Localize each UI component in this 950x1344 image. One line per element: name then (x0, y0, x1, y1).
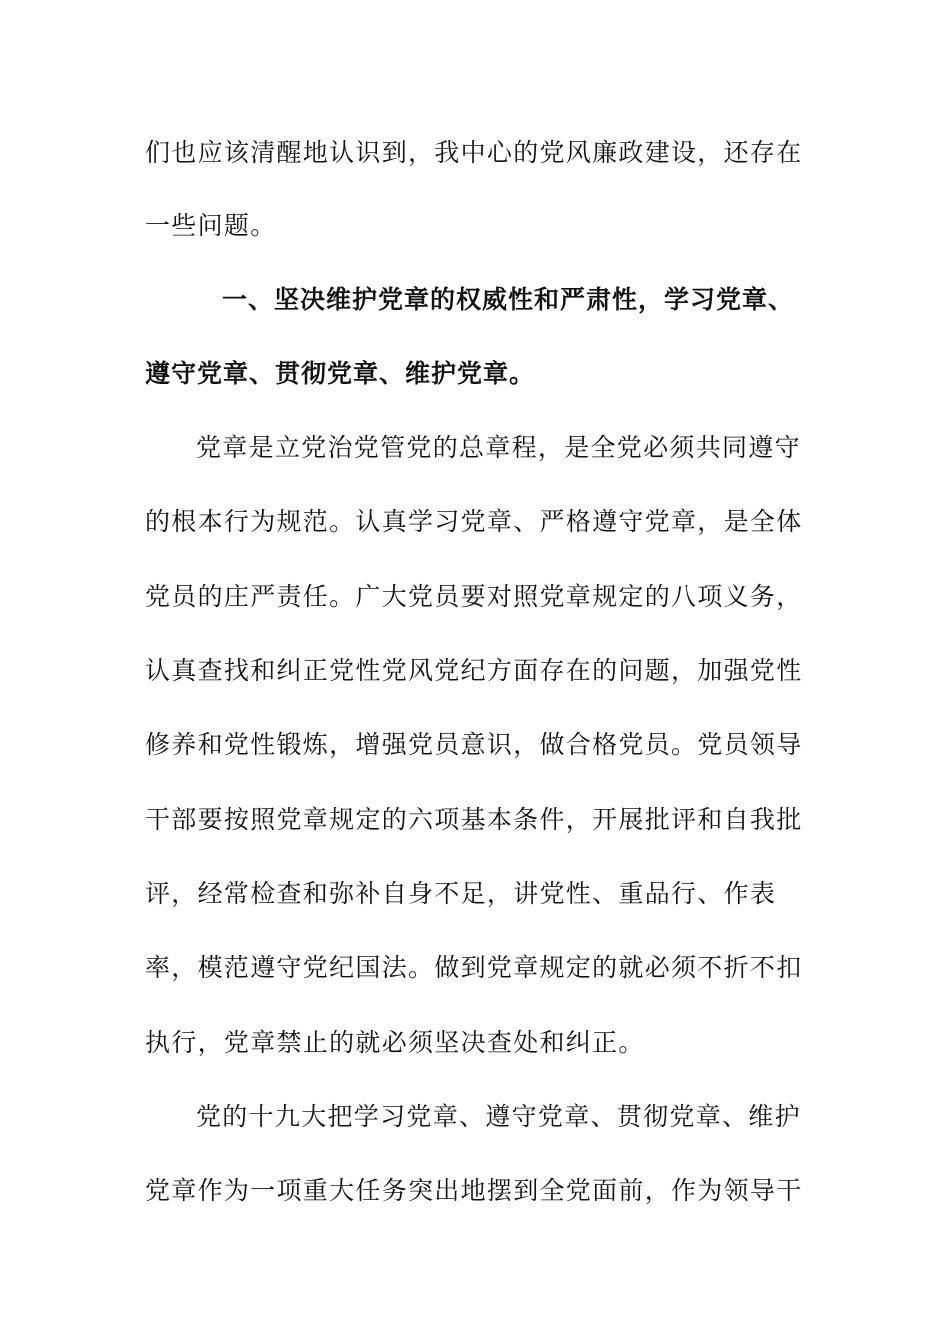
paragraph-first-line: 党章是立党治党管党的总章程，是全党必须共同遵守 (196, 433, 801, 462)
text-line: 党员的庄严责任。广大党员要对照党章规定的八项义务， (145, 582, 803, 611)
section-heading-line: 遵守党章、贯彻党章、维护党章。 (145, 359, 536, 388)
text-line: 一些问题。 (145, 211, 277, 240)
text-line: 干部要按照党章规定的六项基本条件，开展批评和自我批 (145, 805, 803, 834)
paragraph-first-line: 党的十九大把学习党章、遵守党章、贯彻党章、维护 (196, 1102, 801, 1131)
text-line: 的根本行为规范。认真学习党章、严格遵守党章，是全体 (145, 507, 803, 536)
section-heading-line: 一、坚决维护党章的权威性和严肃性，学习党章、 (222, 285, 795, 314)
text-line: 修养和党性锻炼，增强党员意识，做合格党员。党员领导 (145, 730, 803, 759)
text-line: 率，模范遵守党纪国法。做到党章规定的就必须不折不扣 (145, 953, 803, 982)
text-line: 党章作为一项重大任务突出地摆到全党面前，作为领导干 (145, 1176, 803, 1205)
text-line: 们也应该清醒地认识到，我中心的党风廉政建设，还存在 (145, 138, 803, 167)
text-line: 认真查找和纠正党性党风党纪方面存在的问题，加强党性 (145, 656, 803, 685)
text-line: 执行，党章禁止的就必须坚决查处和纠正。 (145, 1028, 645, 1057)
text-line: 评，经常检查和弥补自身不足，讲党性、重品行、作表 (145, 879, 777, 908)
